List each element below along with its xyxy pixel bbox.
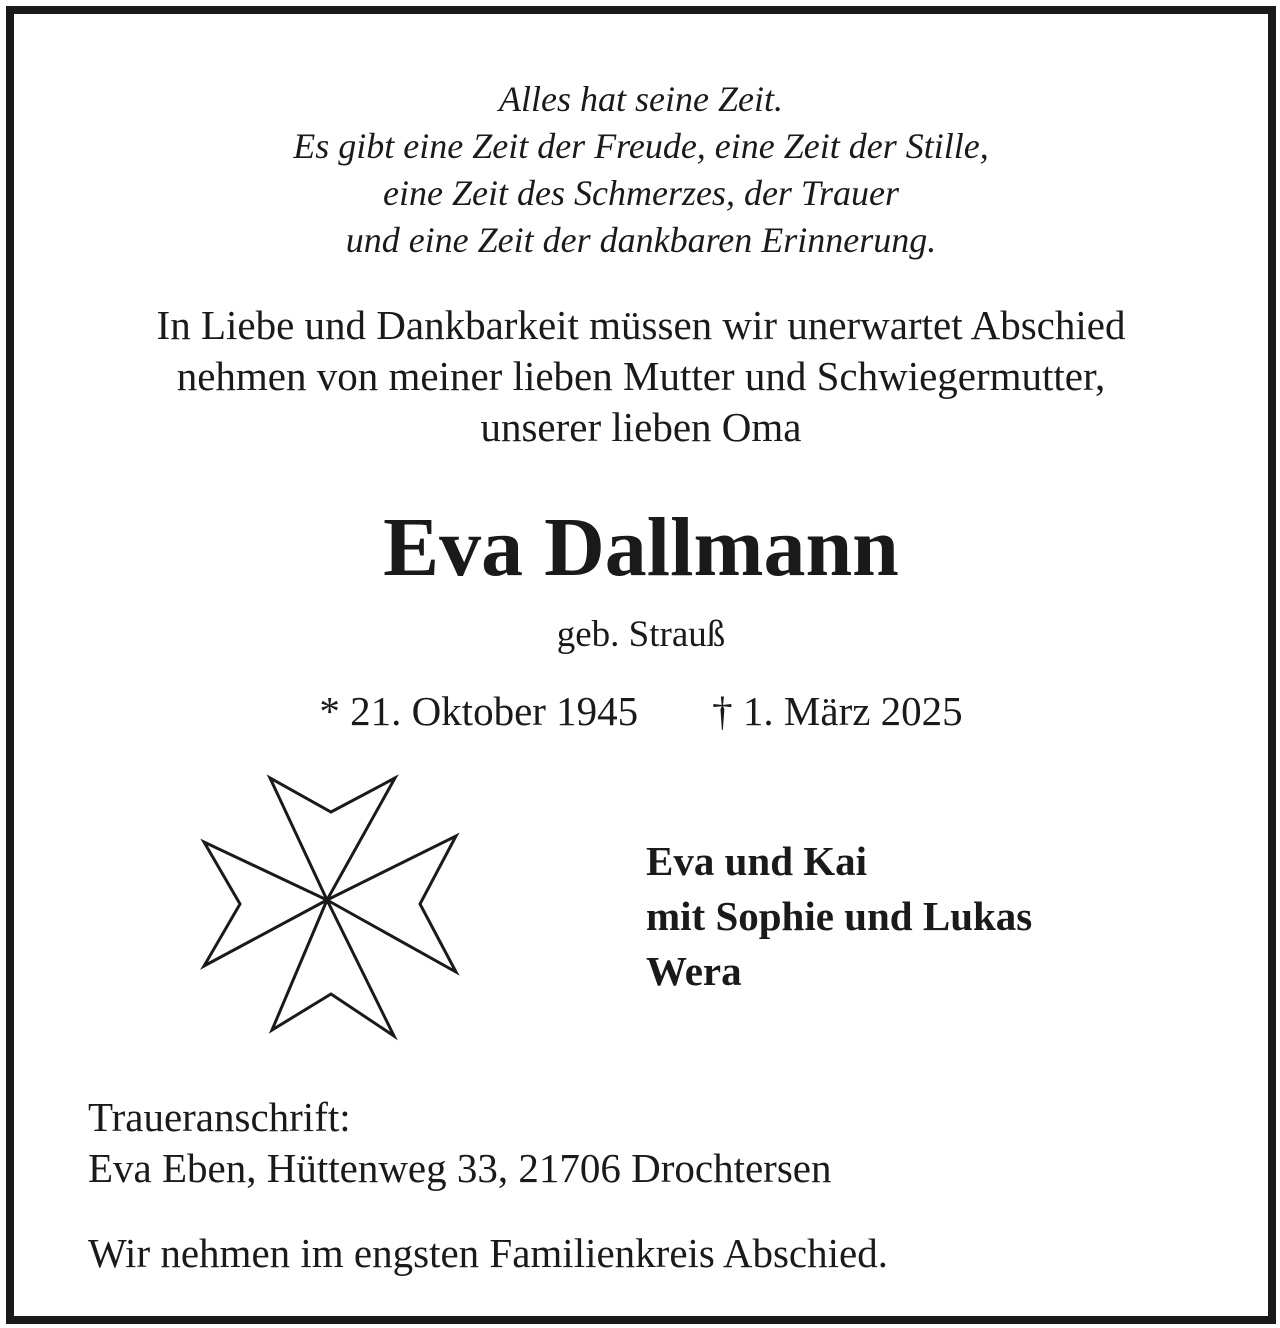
mourning-address xyxy=(88,1092,832,1194)
intro-line: nehmen von meiner lieben Mutter und Schwiegermutter, xyxy=(176,353,1106,399)
obituary-frame xyxy=(6,6,1276,1324)
family-signatures xyxy=(646,834,1032,999)
closing-note: Wir nehmen im engsten Familienkreis Abschied. xyxy=(88,1230,888,1276)
address-value: Eva Eben, Hüttenweg 33, 21706 Drochtersen xyxy=(88,1145,832,1191)
deceased-name: Eva Dallmann xyxy=(383,501,899,594)
maltese-cross-icon xyxy=(200,772,462,1042)
intro-text xyxy=(14,300,1268,453)
life-dates xyxy=(14,684,1268,738)
family-line: mit Sophie und Lukas xyxy=(646,893,1033,939)
birth-date: * 21. Oktober 1945 xyxy=(319,688,639,734)
poem-line: Es gibt eine Zeit der Freude, eine Zeit der Stille, xyxy=(293,126,989,166)
family-line: Wera xyxy=(646,948,742,994)
intro-line: In Liebe und Dankbarkeit müssen wir unerwartet Abschied xyxy=(156,302,1126,348)
poem-line: Alles hat seine Zeit. xyxy=(499,79,783,119)
poem-line: und eine Zeit der dankbaren Erinnerung. xyxy=(345,220,937,260)
poem xyxy=(14,76,1268,264)
intro-line: unserer lieben Oma xyxy=(480,404,802,450)
family-line: Eva und Kai xyxy=(646,838,868,884)
death-date: † 1. März 2025 xyxy=(712,688,963,734)
birth-name: geb. Strauß xyxy=(556,614,726,655)
address-label: Traueranschrift: xyxy=(88,1094,351,1140)
poem-line: eine Zeit des Schmerzes, der Trauer xyxy=(383,173,899,213)
